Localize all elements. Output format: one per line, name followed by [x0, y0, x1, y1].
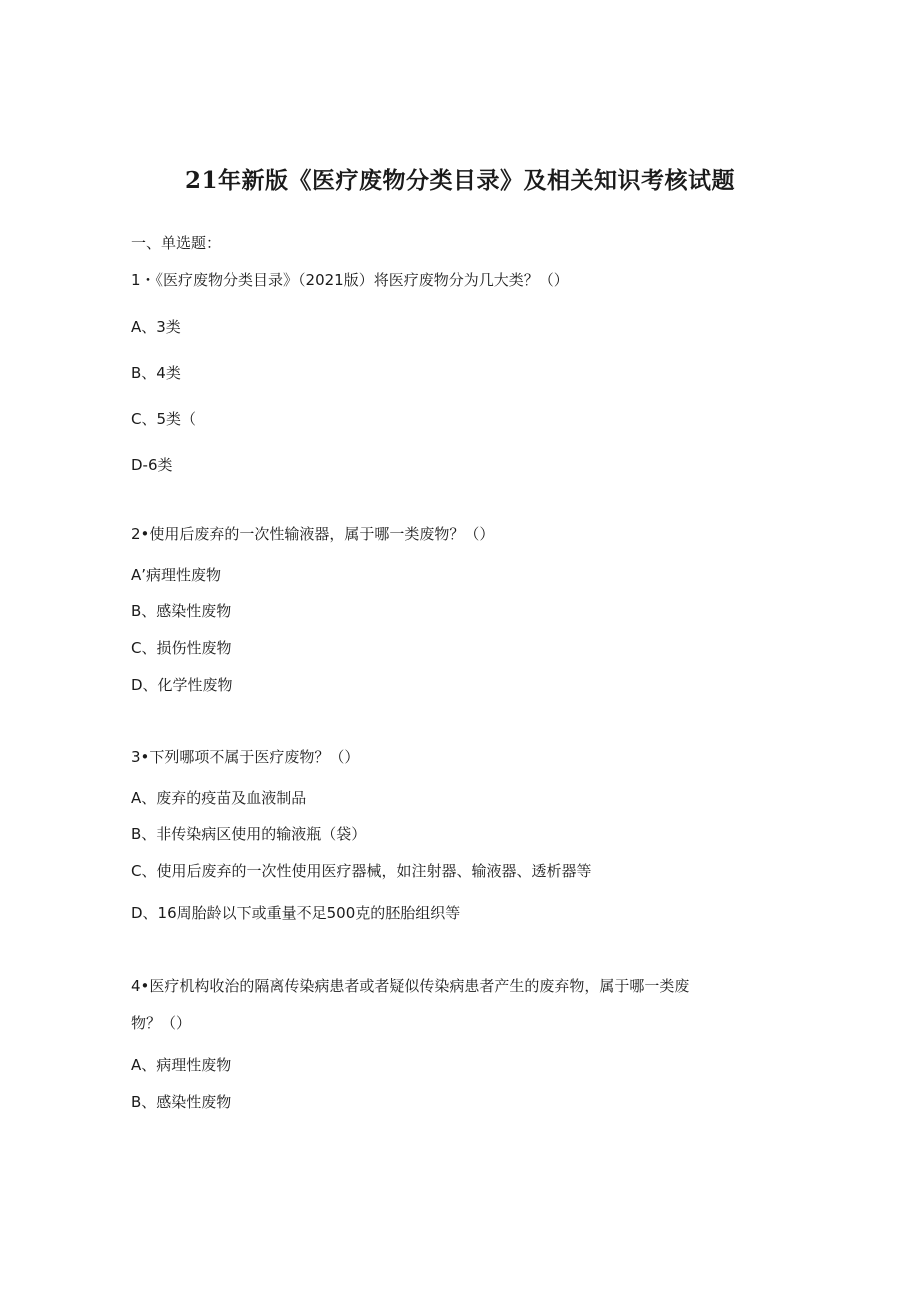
section-heading: 一、单选题：	[131, 234, 222, 252]
question-2-option-b: B、感染性废物	[131, 602, 232, 620]
question-1-option-c: C、5类（	[131, 410, 197, 428]
question-3-stem: 3•下列哪项不属于医疗废物？（）	[131, 748, 360, 766]
question-3-option-b: B、非传染病区使用的输液瓶（袋）	[131, 825, 367, 843]
question-2-option-c: C、损伤性废物	[131, 639, 232, 657]
question-3-option-a: A、废弃的疫苗及血液制品	[131, 789, 307, 807]
question-4-option-a: A、病理性废物	[131, 1056, 232, 1074]
question-4-stem-line-1: 4•医疗机构收治的隔离传染病患者或者疑似传染病患者产生的废弃物，属于哪一类废	[131, 977, 690, 995]
question-1-stem: 1・《医疗废物分类目录》（2021版）将医疗废物分为几大类？（）	[131, 271, 569, 289]
question-4-stem-line-2: 物？（）	[131, 1014, 192, 1032]
question-2-option-d: D、化学性废物	[131, 676, 233, 694]
question-3-option-c: C、使用后废弃的一次性使用医疗器械，如注射器、输液器、透析器等	[131, 862, 592, 880]
question-3-option-d: D、16周胎龄以下或重量不足500克的胚胎组织等	[131, 904, 461, 922]
question-2-stem: 2•使用后废弃的一次性输液器，属于哪一类废物？（）	[131, 525, 495, 543]
question-4-option-b: B、感染性废物	[131, 1093, 232, 1111]
question-2-option-a: A’病理性废物	[131, 566, 222, 584]
question-1-option-d: D-6类	[131, 456, 173, 474]
question-1-option-a: A、3类	[131, 318, 181, 336]
document-title: 21年新版《医疗废物分类目录》及相关知识考核试题	[184, 167, 735, 194]
question-1-option-b: B、4类	[131, 364, 181, 382]
